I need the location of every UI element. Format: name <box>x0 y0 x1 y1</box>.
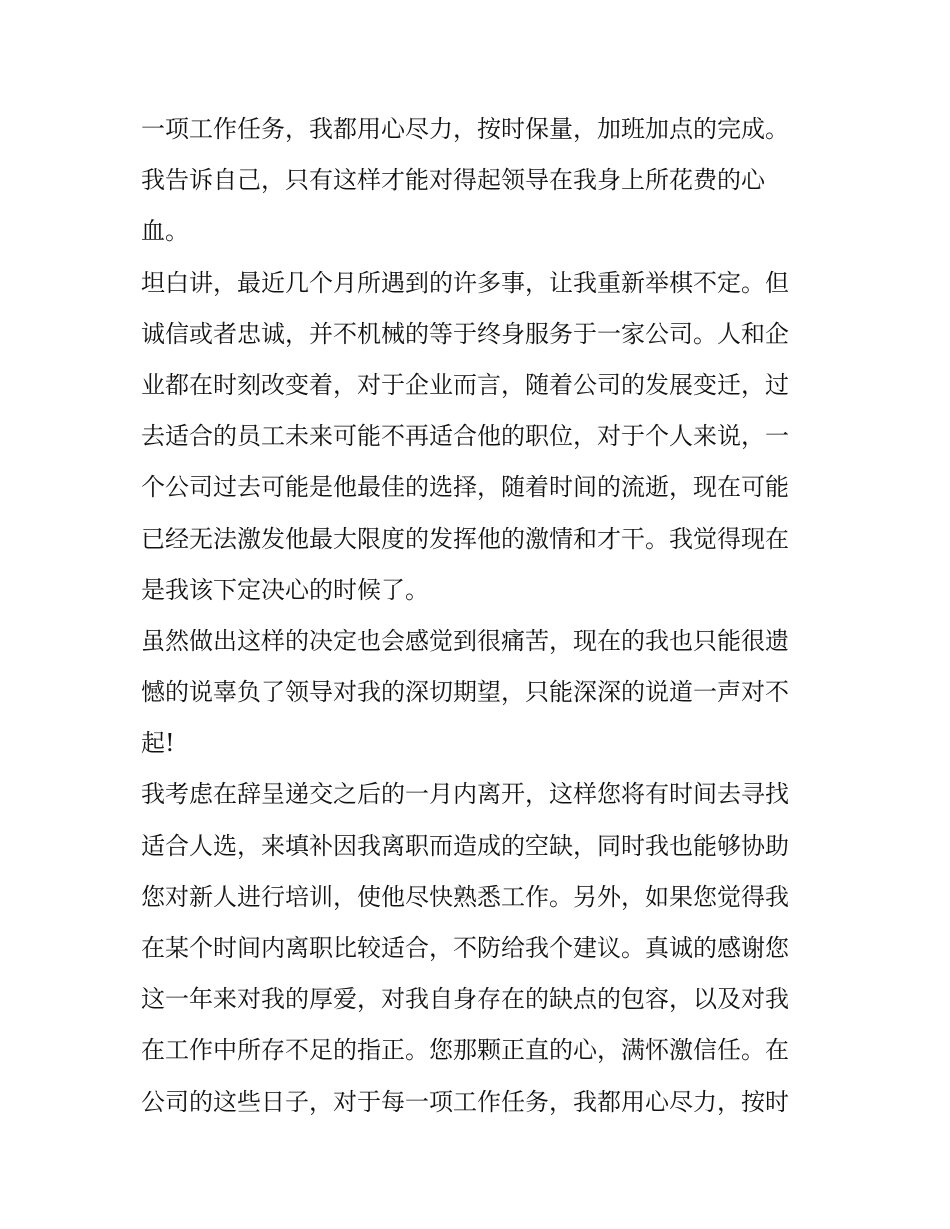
text-line: 是我该下定决心的时候了。 <box>141 575 429 604</box>
text-line: 适合人选，来填补因我离职而造成的空缺，同时我也能够协助 <box>141 831 789 860</box>
text-line: 诚信或者忠诚，并不机械的等于终身服务于一家公司。人和企 <box>141 319 789 348</box>
body-text <box>141 104 813 1128</box>
text-line: 血。 <box>141 217 189 246</box>
text-line: 坦白讲，最近几个月所遇到的许多事，让我重新举棋不定。但 <box>141 268 789 297</box>
text-line: 起! <box>141 729 175 758</box>
text-line: 已经无法激发他最大限度的发挥他的激情和才干。我觉得现在 <box>141 524 789 553</box>
text-line: 在工作中所存不足的指正。您那颗正直的心，满怀激信任。在 <box>141 1036 789 1065</box>
text-line: 公司的这些日子，对于每一项工作任务，我都用心尽力，按时 <box>141 1087 789 1116</box>
text-line: 我考虑在辞呈递交之后的一月内离开，这样您将有时间去寻找 <box>141 780 789 809</box>
text-line: 憾的说辜负了领导对我的深切期望，只能深深的说道一声对不 <box>141 678 789 707</box>
text-line: 这一年来对我的厚爱，对我自身存在的缺点的包容，以及对我 <box>141 985 789 1014</box>
text-line: 在某个时间内离职比较适合，不防给我个建议。真诚的感谢您 <box>141 934 789 962</box>
text-line: 去适合的员工未来可能不再适合他的职位，对于个人来说，一 <box>141 422 789 451</box>
text-line: 虽然做出这样的决定也会感觉到很痛苦，现在的我也只能很遗 <box>141 626 789 655</box>
text-line: 个公司过去可能是他最佳的选择，随着时间的流逝，现在可能 <box>141 473 789 502</box>
text-line: 业都在时刻改变着，对于企业而言，随着公司的发展变迁，过 <box>141 370 789 399</box>
text-line: 我告诉自己，只有这样才能对得起领导在我身上所花费的心 <box>141 166 765 195</box>
text-line: 您对新人进行培训，使他尽快熟悉工作。另外，如果您觉得我 <box>141 882 789 911</box>
text-line: 一项工作任务，我都用心尽力，按时保量，加班加点的完成。 <box>141 115 789 143</box>
